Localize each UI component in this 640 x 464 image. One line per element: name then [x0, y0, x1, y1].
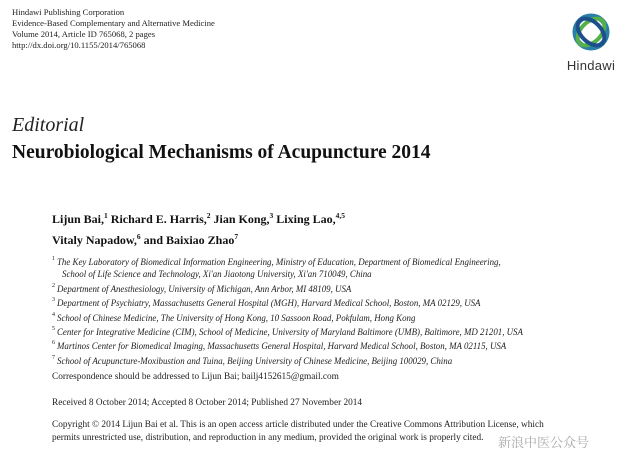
affiliation	[52, 310, 523, 324]
author-list	[52, 207, 345, 249]
affiliation-text: School of Life Science and Technology, Xi'an Jiaotong University, Xi'an 710049, China	[62, 269, 372, 280]
affiliation-number: 5	[52, 325, 55, 332]
author-affil-ref: 7	[234, 232, 239, 241]
author-affil-ref: 1	[104, 211, 108, 220]
affiliation-number: 7	[52, 354, 55, 361]
hindawi-logo-icon	[555, 8, 627, 58]
author-affil-ref: 6	[136, 232, 141, 241]
affiliation-text: School of Acupuncture-Moxibustion and Tuina, Beijing University of Chinese Medicine, Beijing 100029, China	[57, 355, 453, 366]
author-name: and Baixiao Zhao	[143, 233, 235, 247]
correspondence-note: Correspondence should be addressed to Lijun Bai; bailj4152615@gmail.com	[52, 372, 339, 382]
journal-volume: Volume 2014, Article ID 765068, 2 pages	[12, 29, 156, 39]
journal-header	[12, 7, 215, 51]
affiliation-text: The Key Laboratory of Biomedical Information Engineering, Ministry of Education, Department of Biomedical Engineering,	[57, 256, 501, 267]
affiliation	[52, 353, 523, 367]
license-line-2: permits unrestricted use, distribution, and reproduction in any medium, provided the original work is properly cited.	[52, 432, 484, 443]
watermark: 新浪中医公众号	[498, 436, 590, 451]
affiliation-text: School of Chinese Medicine, The University of Hong Kong, 10 Sassoon Road, Pokfulam, Hong Kong	[57, 312, 416, 323]
author-name: Richard E. Harris,	[110, 212, 207, 226]
author-line-1	[52, 207, 345, 228]
affiliation-number: 4	[52, 311, 55, 318]
article-type: Editorial	[12, 114, 85, 136]
journal-name: Evidence-Based Complementary and Alternative Medicine	[12, 18, 215, 28]
author-affil-ref: 4,5	[335, 211, 346, 220]
publisher-name: Hindawi Publishing Corporation	[12, 7, 125, 17]
affiliation-text: Martinos Center for Biomedical Imaging, Massachusetts General Hospital, Harvard Medical School, Boston, MA 02115, USA	[57, 341, 507, 352]
author-name: Lixing Lao,	[276, 212, 336, 226]
license-statement	[52, 419, 544, 444]
affiliation-text: Department of Anesthesiology, University of Michigan, Ann Arbor, MI 48109, USA	[57, 283, 352, 294]
hindawi-logo	[555, 8, 627, 78]
article-title: Neurobiological Mechanisms of Acupuncture 2014	[12, 142, 431, 163]
affiliation-number: 1	[52, 256, 55, 262]
author-name: Lijun Bai,	[52, 212, 105, 226]
author-affil-ref: 2	[206, 211, 211, 220]
license-line-1: Copyright © 2014 Lijun Bai et al. This is an open access article distributed under the Creative Commons Attribution License, which	[52, 420, 544, 430]
author-affil-ref: 3	[269, 211, 274, 220]
affiliation-text: Center for Integrative Medicine (CIM), School of Medicine, University of Maryland Baltimore (UMB), Baltimore, MD 21201, USA	[57, 326, 523, 337]
logo-wordmark: Hindawi	[566, 58, 616, 73]
author-name: Vitaly Napadow,	[52, 233, 137, 247]
affiliation	[52, 254, 523, 268]
publication-dates: Received 8 October 2014; Accepted 8 October 2014; Published 27 November 2014	[52, 398, 363, 408]
affiliation-number: 2	[52, 282, 55, 289]
author-line-2	[52, 228, 345, 249]
affiliation-text: Department of Psychiatry, Massachusetts General Hospital (MGH), Harvard Medical School, Boston, MA 02129, USA	[57, 298, 481, 309]
affiliation	[52, 295, 523, 309]
affiliation-continued	[52, 268, 523, 280]
journal-doi[interactable]: http://dx.doi.org/10.1155/2014/765068	[12, 40, 146, 50]
affiliation-list	[52, 254, 523, 367]
affiliation	[52, 281, 523, 295]
affiliation-number: 6	[52, 340, 55, 347]
author-name: Jian Kong,	[213, 212, 270, 226]
affiliation	[52, 324, 523, 338]
affiliation	[52, 338, 523, 352]
affiliation-number: 3	[52, 297, 55, 304]
